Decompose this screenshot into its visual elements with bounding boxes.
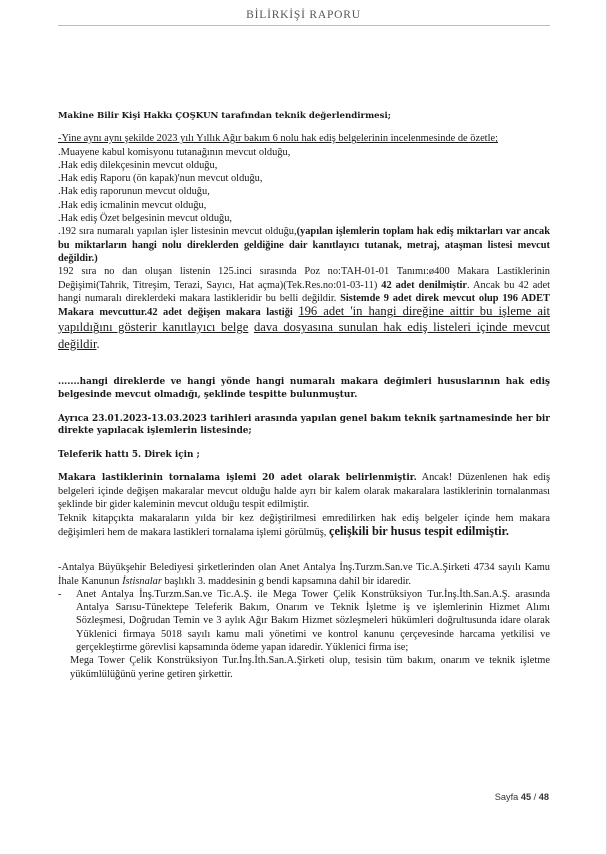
checklist-item: .Hak ediş icmalinin mevcut olduğu, xyxy=(58,199,207,211)
roller-tire-system-note: Sistemde 9 adet direk mevcut olup 196 ADET Makara mevcuttur.42 adet değişen makara lastiği xyxy=(58,292,550,319)
roller-tire-emphasis: 196 adet 'in hangi direğine aittir bu işleme ait yapıldığını gösterir kanıtlayıcı belge xyxy=(58,304,550,335)
section-title: Makine Bilir Kişi Hakkı ÇOŞKUN tarafından teknik değerlendirmesi; xyxy=(58,111,391,121)
turning-paragraph xyxy=(58,471,550,511)
document-checklist xyxy=(58,146,550,226)
conclusion-paragraph: .......hangi direklerde ve hangi yönde hangi numaralı makara değimleri hususlarının hak ediş belgesinde mevcut olmadığı, şeklinde tespitte bulunmuştur. xyxy=(58,377,550,401)
page-label: Sayfa xyxy=(494,792,519,802)
roller-tire-emphasis-2: dava dosyasına sunulan hak ediş listeleri içinde mevcut değildir xyxy=(58,320,550,351)
maintenance-spec-paragraph: Ayrıca 23.01.2023-13.03.2023 tarihleri arasında yapılan genel bakım teknik şartnamesinde her bir direkte yapılacak işlemlerin listesinde; xyxy=(58,413,550,437)
work-list-paragraph xyxy=(58,225,550,265)
municipality-text: -Antalya Büyükşehir Belediyesi şirketlerinden olan Anet Antalya İnş.Turzm.San.ve Tic.A.Şirketi 4734 sayılı Kamu İhale Kanunun xyxy=(58,562,550,587)
contradiction-text: Teknik kitapçıkta makaraların yılda bir kez değiştirilmesi emredilirken hak ediş belgeler içinde hem makara değişimleri hem de makara lastikleri tornalama işlemi görülmüş, xyxy=(58,512,550,538)
current-page: 45 xyxy=(520,792,532,802)
checklist-item: .Hak ediş Özet belgesinin mevcut olduğu, xyxy=(58,213,233,225)
contractor-paragraph: Mega Tower Çelik Konstrüksiyon Tur.İnş.İth.San.A.Şirketi olup, tesisin tüm bakım, onarım ve teknik işletme yükümlülüğünü yerine getiren şirkettir. xyxy=(70,655,550,680)
header-divider xyxy=(58,25,550,26)
contradiction-finding: çelişkili bir husus tespit edilmiştir. xyxy=(328,523,509,538)
intro-paragraph: -Yine aynı aynı şekilde 2023 yılı Yıllık Ağır bakım 6 nolu hak ediş belgelerinin incelenmesinde de özetle; xyxy=(58,133,498,145)
roller-tire-period: . xyxy=(96,336,100,351)
contradiction-paragraph xyxy=(58,512,550,540)
roller-tire-text-2: . Ancak bu 42 adet hangi numaralı direklerdeki makara lastikleridir bu belli değildir. xyxy=(58,279,550,304)
roller-tire-paragraph xyxy=(58,265,550,352)
checklist-item: .Hak ediş dilekçesinin mevcut olduğu, xyxy=(58,159,218,171)
roller-tire-text: 192 sıra no dan oluşan listenin 125.inci sırasında Poz no:TAH-01-01 Tanımı:ø400 Makara Lastiklerinin Değişimi(Tahrik, Titreşim, Terazi, Sayıcı, Hat açma)(Tek.Res.no:01-03-11) xyxy=(58,266,550,291)
document-body xyxy=(58,110,550,681)
page-number xyxy=(495,792,549,802)
turning-text-bold: Makara lastiklerinin tornalama işlemi 20 adet olarak belirlenmiştir. xyxy=(58,473,417,484)
work-list-text: .192 sıra numaralı yapılan işler listesinin mevcut olduğu, xyxy=(58,226,297,238)
checklist-item: .Hak ediş raporunun mevcut olduğu, xyxy=(58,186,210,198)
exceptions-term: İstisnalar xyxy=(122,575,162,587)
contract-paragraph: - Anet Antalya İnş.Turzm.San.ve Tic.A.Ş. ile Mega Tower Çelik Konstrüksiyon Tur.İnş.İth.San.A.Ş. arasında Antalya Sarısu-Tünektepe Teleferik Bakım, Onarım ve Teknik İşletme iş ve işlemlerinin Hizmet Alımı Sözleşmesi, Doğrudan Temin ve 3 aylık Ağır Bakım Hizmet sözleşmeleri hükümleri doğrultusunda idare olarak Yüklenici firmaya 5018 sayılı kamu mali yönetimi ve kontrol kanunu çerçevesinde harcama yetkilisi ve gerçekleştirme görevlisi kapsamında ödeme yapan idaredir. Yüklenici firma ise; xyxy=(58,588,550,653)
work-list-note: (yapılan işlemlerin toplam hak ediş miktarları var ancak bu miktarların hangi nolu direklerden geldiğine dair kanıtlayıcı tutanak, metraj, ataşman listesi mevcut değildir.) xyxy=(58,226,550,264)
report-header-title: BİLİRKİŞİ RAPORU xyxy=(246,9,361,21)
page-separator: / xyxy=(531,792,539,802)
municipality-paragraph xyxy=(58,561,550,588)
municipality-text-2: başlıklı 3. maddesinin g bendi kapsamına dahil bir idaredir. xyxy=(161,575,411,587)
roller-tire-count: 42 adet denilmiştir xyxy=(381,279,468,291)
total-pages: 48 xyxy=(538,792,549,802)
pole-5-heading: Teleferik hattı 5. Direk için ; xyxy=(58,449,200,460)
turning-text: Ancak! Düzenlenen hak ediş belgeleri içinde değişen makaralar mevcut olduğu halde ayrı bir kalem olarak makaralara lastiklerinin tornalanması şeklinde bir gider kaleminin mevcut olduğu tespit edilmiştir. xyxy=(58,472,550,511)
contract-text: Anet Antalya İnş.Turzm.San.ve Tic.A.Ş. ile Mega Tower Çelik Konstrüksiyon Tur.İnş.İth.San.A.Ş. arasında Antalya Sarısu-Tünektepe Teleferik Bakım, Onarım ve Teknik İşletme iş ve işlemlerinin Hizmet Alımı Sözleşmesi, Doğrudan Temin ve 3 aylık Ağır Bakım Hizmet sözleşmeleri hükümleri doğrultusunda idare olarak Yüklenici firmaya 5018 sayılı kamu mali yönetimi ve kontrol kanunu çerçevesinde harcama yetkilisi ve gerçekleştirme görevlisi kapsamında ödeme yapan idaredir. Yüklenici firma ise; xyxy=(76,588,550,653)
checklist-item: .Muayene kabul komisyonu tutanağının mevcut olduğu, xyxy=(58,146,291,158)
checklist-item: .Hak ediş Raporu (ön kapak)'nun mevcut olduğu, xyxy=(58,173,263,185)
